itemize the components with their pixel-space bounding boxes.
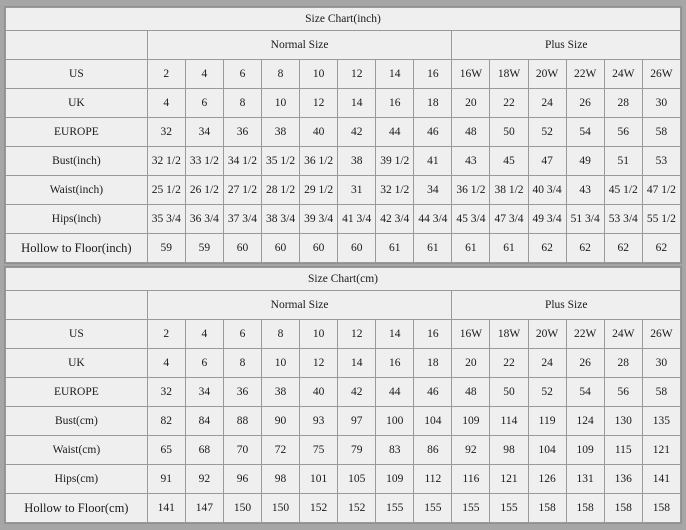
table-cell: 109 — [452, 407, 490, 436]
table-cell: 41 3/4 — [338, 205, 376, 234]
table-cell: 68 — [185, 436, 223, 465]
table-cell: 33 1/2 — [185, 147, 223, 176]
table-cell: 62 — [528, 234, 566, 263]
chart-title-row — [6, 8, 681, 31]
table-cell: 32 — [147, 118, 185, 147]
table-cell: 45 3/4 — [452, 205, 490, 234]
table-cell: 109 — [376, 465, 414, 494]
table-cell: 98 — [262, 465, 300, 494]
table-cell: 39 3/4 — [300, 205, 338, 234]
table-cell: 18 — [414, 349, 452, 378]
chart-group-row — [6, 291, 681, 320]
table-cell: 16W — [452, 60, 490, 89]
table-cell: 61 — [452, 234, 490, 263]
table-cell: 155 — [452, 494, 490, 523]
table-cell: 32 1/2 — [376, 176, 414, 205]
table-cell: 62 — [642, 234, 680, 263]
table-cell: 18W — [490, 320, 528, 349]
table-cell: 20W — [528, 60, 566, 89]
table-cell: 6 — [185, 349, 223, 378]
table-cell: 10 — [262, 349, 300, 378]
table-row — [6, 60, 681, 89]
chart-title-row — [6, 268, 681, 291]
table-cell: 8 — [262, 60, 300, 89]
table-cell: 98 — [490, 436, 528, 465]
table-cell: 116 — [452, 465, 490, 494]
table-cell: 36 1/2 — [300, 147, 338, 176]
table-cell: 58 — [642, 118, 680, 147]
table-cell: 26 — [566, 349, 604, 378]
table-cell: 46 — [414, 378, 452, 407]
table-row — [6, 378, 681, 407]
table-cell: 34 1/2 — [223, 147, 261, 176]
table-cell: 14 — [376, 60, 414, 89]
row-label: UK — [6, 89, 148, 118]
table-cell: 92 — [185, 465, 223, 494]
table-cell: 59 — [147, 234, 185, 263]
table-cell: 35 1/2 — [262, 147, 300, 176]
table-cell: 24W — [604, 60, 642, 89]
table-cell: 49 — [566, 147, 604, 176]
table-cell: 60 — [338, 234, 376, 263]
table-cell: 88 — [223, 407, 261, 436]
table-cell: 2 — [147, 60, 185, 89]
table-cell: 158 — [566, 494, 604, 523]
table-row — [6, 436, 681, 465]
table-cell: 4 — [185, 60, 223, 89]
table-cell: 30 — [642, 89, 680, 118]
table-cell: 61 — [376, 234, 414, 263]
table-cell: 18 — [414, 89, 452, 118]
table-cell: 32 — [147, 378, 185, 407]
size-chart-inch — [4, 6, 682, 264]
table-cell: 158 — [604, 494, 642, 523]
table-row — [6, 234, 681, 263]
table-cell: 14 — [338, 349, 376, 378]
table-cell: 112 — [414, 465, 452, 494]
table-cell: 53 — [642, 147, 680, 176]
table-cell: 135 — [642, 407, 680, 436]
table-cell: 26W — [642, 320, 680, 349]
row-label: Hollow to Floor(inch) — [6, 234, 148, 263]
table-cell: 93 — [300, 407, 338, 436]
table-cell: 49 3/4 — [528, 205, 566, 234]
table-cell: 82 — [147, 407, 185, 436]
table-cell: 155 — [490, 494, 528, 523]
row-label: US — [6, 60, 148, 89]
corner-blank-cell — [6, 31, 148, 60]
table-row — [6, 494, 681, 523]
table-cell: 12 — [300, 349, 338, 378]
table-cell: 115 — [604, 436, 642, 465]
table-cell: 126 — [528, 465, 566, 494]
table-cell: 62 — [566, 234, 604, 263]
table-cell: 34 — [185, 118, 223, 147]
table-row — [6, 147, 681, 176]
table-row — [6, 205, 681, 234]
table-cell: 136 — [604, 465, 642, 494]
table-cell: 121 — [642, 436, 680, 465]
table-cell: 26 1/2 — [185, 176, 223, 205]
table-cell: 141 — [147, 494, 185, 523]
table-cell: 47 3/4 — [490, 205, 528, 234]
chart-title: Size Chart(inch) — [6, 8, 681, 31]
table-cell: 45 — [490, 147, 528, 176]
table-cell: 29 1/2 — [300, 176, 338, 205]
table-cell: 36 — [223, 378, 261, 407]
table-cell: 28 — [604, 89, 642, 118]
table-cell: 40 — [300, 118, 338, 147]
table-cell: 84 — [185, 407, 223, 436]
size-chart-inch-body — [6, 8, 681, 263]
chart-group-label: Plus Size — [452, 291, 681, 320]
table-cell: 24W — [604, 320, 642, 349]
table-row — [6, 407, 681, 436]
table-cell: 60 — [223, 234, 261, 263]
table-cell: 60 — [300, 234, 338, 263]
row-label: Waist(cm) — [6, 436, 148, 465]
table-cell: 12 — [300, 89, 338, 118]
table-cell: 38 — [262, 118, 300, 147]
table-cell: 14 — [338, 89, 376, 118]
table-cell: 114 — [490, 407, 528, 436]
table-cell: 18W — [490, 60, 528, 89]
row-label: EUROPE — [6, 378, 148, 407]
table-cell: 147 — [185, 494, 223, 523]
table-cell: 41 — [414, 147, 452, 176]
table-cell: 44 — [376, 118, 414, 147]
table-cell: 119 — [528, 407, 566, 436]
row-label: Waist(inch) — [6, 176, 148, 205]
table-cell: 100 — [376, 407, 414, 436]
table-cell: 2 — [147, 320, 185, 349]
table-cell: 155 — [414, 494, 452, 523]
table-cell: 150 — [262, 494, 300, 523]
table-cell: 47 1/2 — [642, 176, 680, 205]
table-cell: 16 — [414, 60, 452, 89]
table-cell: 96 — [223, 465, 261, 494]
table-cell: 14 — [376, 320, 414, 349]
table-cell: 75 — [300, 436, 338, 465]
table-cell: 48 — [452, 118, 490, 147]
table-cell: 59 — [185, 234, 223, 263]
row-label: Hips(inch) — [6, 205, 148, 234]
table-cell: 6 — [223, 320, 261, 349]
row-label: UK — [6, 349, 148, 378]
table-cell: 22W — [566, 320, 604, 349]
table-cell: 48 — [452, 378, 490, 407]
table-cell: 10 — [300, 60, 338, 89]
table-cell: 10 — [262, 89, 300, 118]
table-cell: 50 — [490, 118, 528, 147]
table-cell: 27 1/2 — [223, 176, 261, 205]
table-cell: 121 — [490, 465, 528, 494]
table-cell: 65 — [147, 436, 185, 465]
table-cell: 150 — [223, 494, 261, 523]
table-row — [6, 349, 681, 378]
table-cell: 45 1/2 — [604, 176, 642, 205]
table-cell: 91 — [147, 465, 185, 494]
table-cell: 28 1/2 — [262, 176, 300, 205]
table-cell: 8 — [223, 349, 261, 378]
table-cell: 37 3/4 — [223, 205, 261, 234]
size-chart-inch-table — [5, 7, 681, 263]
table-cell: 36 1/2 — [452, 176, 490, 205]
table-row — [6, 176, 681, 205]
table-cell: 38 — [338, 147, 376, 176]
chart-group-label: Normal Size — [147, 291, 452, 320]
table-cell: 36 3/4 — [185, 205, 223, 234]
table-cell: 26W — [642, 60, 680, 89]
size-chart-cm-body — [6, 268, 681, 523]
table-cell: 46 — [414, 118, 452, 147]
table-cell: 34 — [185, 378, 223, 407]
table-cell: 97 — [338, 407, 376, 436]
table-cell: 28 — [604, 349, 642, 378]
table-cell: 53 3/4 — [604, 205, 642, 234]
table-cell: 51 — [604, 147, 642, 176]
table-cell: 42 — [338, 118, 376, 147]
table-cell: 35 3/4 — [147, 205, 185, 234]
table-row — [6, 465, 681, 494]
table-cell: 52 — [528, 118, 566, 147]
table-cell: 158 — [528, 494, 566, 523]
table-cell: 52 — [528, 378, 566, 407]
table-cell: 25 1/2 — [147, 176, 185, 205]
chart-group-label: Plus Size — [452, 31, 681, 60]
table-cell: 130 — [604, 407, 642, 436]
table-cell: 54 — [566, 118, 604, 147]
table-cell: 141 — [642, 465, 680, 494]
table-cell: 72 — [262, 436, 300, 465]
table-cell: 10 — [300, 320, 338, 349]
table-cell: 34 — [414, 176, 452, 205]
table-cell: 92 — [452, 436, 490, 465]
table-cell: 24 — [528, 89, 566, 118]
table-cell: 16 — [376, 349, 414, 378]
table-cell: 152 — [338, 494, 376, 523]
table-cell: 38 1/2 — [490, 176, 528, 205]
table-cell: 16 — [414, 320, 452, 349]
row-label: Hips(cm) — [6, 465, 148, 494]
size-chart-cm — [4, 266, 682, 524]
table-cell: 22 — [490, 89, 528, 118]
size-chart-cm-table — [5, 267, 681, 523]
table-cell: 79 — [338, 436, 376, 465]
table-cell: 8 — [223, 89, 261, 118]
table-cell: 86 — [414, 436, 452, 465]
table-cell: 30 — [642, 349, 680, 378]
table-cell: 38 3/4 — [262, 205, 300, 234]
table-cell: 4 — [185, 320, 223, 349]
table-row — [6, 118, 681, 147]
table-cell: 8 — [262, 320, 300, 349]
table-cell: 39 1/2 — [376, 147, 414, 176]
table-cell: 42 3/4 — [376, 205, 414, 234]
table-cell: 56 — [604, 118, 642, 147]
table-cell: 12 — [338, 60, 376, 89]
table-cell: 43 — [452, 147, 490, 176]
table-cell: 55 1/2 — [642, 205, 680, 234]
table-cell: 104 — [528, 436, 566, 465]
table-cell: 40 3/4 — [528, 176, 566, 205]
table-cell: 60 — [262, 234, 300, 263]
table-cell: 104 — [414, 407, 452, 436]
row-label: Bust(cm) — [6, 407, 148, 436]
table-cell: 12 — [338, 320, 376, 349]
table-cell: 56 — [604, 378, 642, 407]
table-cell: 101 — [300, 465, 338, 494]
table-cell: 44 — [376, 378, 414, 407]
chart-group-label: Normal Size — [147, 31, 452, 60]
table-cell: 40 — [300, 378, 338, 407]
table-cell: 155 — [376, 494, 414, 523]
table-cell: 22W — [566, 60, 604, 89]
table-cell: 152 — [300, 494, 338, 523]
corner-blank-cell — [6, 291, 148, 320]
table-cell: 22 — [490, 349, 528, 378]
table-cell: 20 — [452, 349, 490, 378]
table-cell: 50 — [490, 378, 528, 407]
table-cell: 43 — [566, 176, 604, 205]
table-cell: 31 — [338, 176, 376, 205]
table-cell: 54 — [566, 378, 604, 407]
table-cell: 62 — [604, 234, 642, 263]
table-cell: 61 — [490, 234, 528, 263]
table-cell: 20 — [452, 89, 490, 118]
row-label: US — [6, 320, 148, 349]
table-cell: 4 — [147, 349, 185, 378]
row-label: Hollow to Floor(cm) — [6, 494, 148, 523]
table-row — [6, 320, 681, 349]
table-cell: 83 — [376, 436, 414, 465]
table-cell: 70 — [223, 436, 261, 465]
table-cell: 16W — [452, 320, 490, 349]
table-cell: 42 — [338, 378, 376, 407]
table-cell: 24 — [528, 349, 566, 378]
table-cell: 51 3/4 — [566, 205, 604, 234]
table-cell: 158 — [642, 494, 680, 523]
table-cell: 124 — [566, 407, 604, 436]
table-cell: 38 — [262, 378, 300, 407]
table-cell: 36 — [223, 118, 261, 147]
row-label: EUROPE — [6, 118, 148, 147]
row-label: Bust(inch) — [6, 147, 148, 176]
table-cell: 131 — [566, 465, 604, 494]
table-cell: 6 — [185, 89, 223, 118]
table-cell: 4 — [147, 89, 185, 118]
table-cell: 105 — [338, 465, 376, 494]
table-cell: 6 — [223, 60, 261, 89]
table-cell: 32 1/2 — [147, 147, 185, 176]
table-cell: 47 — [528, 147, 566, 176]
table-cell: 58 — [642, 378, 680, 407]
table-cell: 61 — [414, 234, 452, 263]
table-cell: 109 — [566, 436, 604, 465]
table-cell: 26 — [566, 89, 604, 118]
chart-group-row — [6, 31, 681, 60]
table-cell: 16 — [376, 89, 414, 118]
chart-title: Size Chart(cm) — [6, 268, 681, 291]
table-cell: 20W — [528, 320, 566, 349]
table-cell: 90 — [262, 407, 300, 436]
table-cell: 44 3/4 — [414, 205, 452, 234]
table-row — [6, 89, 681, 118]
